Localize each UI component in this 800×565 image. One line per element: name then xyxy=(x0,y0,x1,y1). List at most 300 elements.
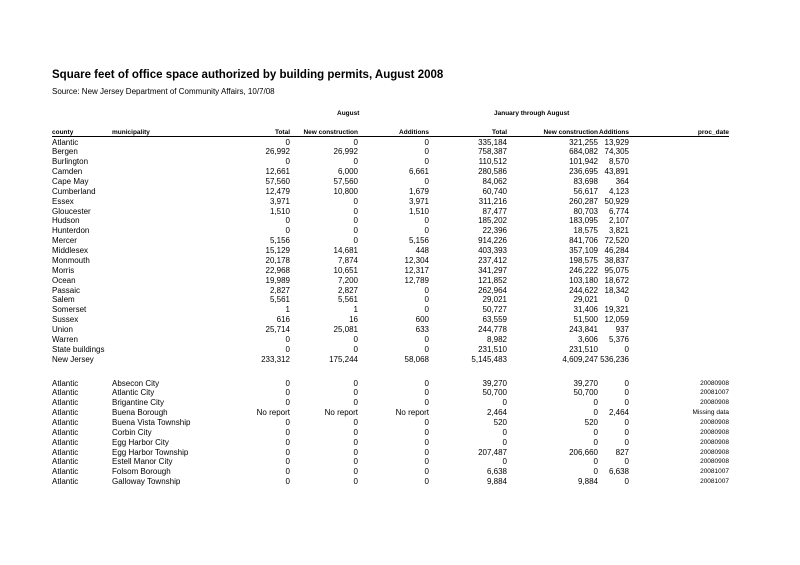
cell-county: Mercer xyxy=(52,236,77,246)
cell-ytd-additions: 0 xyxy=(624,398,629,408)
cell-new-construction: 0 xyxy=(353,236,358,246)
col-municipality: municipality xyxy=(112,129,150,136)
cell-new-construction: 0 xyxy=(353,437,358,447)
cell-county: Monmouth xyxy=(52,255,90,265)
table-row xyxy=(0,388,800,398)
cell-additions: 1,510 xyxy=(408,206,429,216)
cell-ytd-total: 758,387 xyxy=(478,147,507,157)
cell-county: Atlantic xyxy=(52,477,79,487)
cell-ytd-total: 50,727 xyxy=(482,305,507,315)
cell-ytd-new-construction: 243,841 xyxy=(569,325,598,335)
cell-ytd-additions: 0 xyxy=(624,417,629,427)
cell-ytd-total: 185,202 xyxy=(478,216,507,226)
cell-ytd-additions: 95,075 xyxy=(604,265,629,275)
cell-additions: 0 xyxy=(424,295,429,305)
cell-new-construction: 14,681 xyxy=(333,246,358,256)
cell-ytd-additions: 5,376 xyxy=(608,334,629,344)
cell-total: 5,156 xyxy=(269,236,290,246)
table-row xyxy=(0,438,800,448)
cell-ytd-additions: 38,837 xyxy=(604,255,629,265)
cell-new-construction: 0 xyxy=(353,378,358,388)
cell-municipality: Egg Harbor City xyxy=(112,437,169,447)
cell-total: 0 xyxy=(285,477,290,487)
cell-county: Hunterdon xyxy=(52,226,90,236)
cell-county: Somerset xyxy=(52,305,87,315)
cell-total: 0 xyxy=(285,226,290,236)
cell-municipality: Buena Borough xyxy=(112,408,168,418)
cell-total: 0 xyxy=(285,417,290,427)
cell-additions: 0 xyxy=(424,344,429,354)
table-row xyxy=(0,467,800,477)
cell-ytd-additions: 6,774 xyxy=(608,206,629,216)
cell-ytd-additions: 6,638 xyxy=(608,467,629,477)
cell-ytd-total: 39,270 xyxy=(482,378,507,388)
cell-total: 0 xyxy=(285,437,290,447)
cell-total: 1,510 xyxy=(269,206,290,216)
cell-ytd-new-construction: 4,609,247 xyxy=(562,354,598,364)
cell-ytd-total: 280,586 xyxy=(478,167,507,177)
cell-additions: 12,317 xyxy=(404,265,429,275)
cell-total: 20,178 xyxy=(265,255,290,265)
cell-ytd-additions: 18,342 xyxy=(604,285,629,295)
group-header-august: August xyxy=(337,110,360,117)
cell-new-construction: 10,651 xyxy=(333,265,358,275)
cell-county: Warren xyxy=(52,334,78,344)
cell-ytd-additions: 0 xyxy=(624,457,629,467)
cell-county: Atlantic xyxy=(52,457,79,467)
cell-ytd-total: 244,778 xyxy=(478,325,507,335)
cell-additions: No report xyxy=(395,408,429,418)
cell-additions: 0 xyxy=(424,388,429,398)
table-row xyxy=(0,315,800,325)
cell-total: 0 xyxy=(285,388,290,398)
cell-ytd-new-construction: 0 xyxy=(593,467,598,477)
cell-new-construction: 0 xyxy=(353,477,358,487)
cell-new-construction: 0 xyxy=(353,334,358,344)
cell-new-construction: 0 xyxy=(353,417,358,427)
table-row xyxy=(0,207,800,217)
cell-ytd-new-construction: 101,942 xyxy=(569,157,598,167)
cell-additions: 0 xyxy=(424,477,429,487)
cell-ytd-additions: 12,059 xyxy=(604,315,629,325)
cell-ytd-total: 914,226 xyxy=(478,236,507,246)
cell-county: Essex xyxy=(52,196,74,206)
cell-ytd-additions: 937 xyxy=(615,325,629,335)
cell-total: 1 xyxy=(285,305,290,315)
cell-ytd-new-construction: 31,406 xyxy=(573,305,598,315)
cell-ytd-new-construction: 9,884 xyxy=(577,477,598,487)
cell-total: 0 xyxy=(285,334,290,344)
cell-ytd-additions: 8,570 xyxy=(608,157,629,167)
cell-ytd-additions: 0 xyxy=(624,477,629,487)
cell-proc-date: 20080908 xyxy=(700,438,729,446)
cell-ytd-new-construction: 206,660 xyxy=(569,447,598,457)
cell-additions: 12,304 xyxy=(404,255,429,265)
cell-ytd-new-construction: 18,575 xyxy=(573,226,598,236)
cell-ytd-additions: 46,284 xyxy=(604,246,629,256)
cell-ytd-additions: 2,464 xyxy=(608,408,629,418)
cell-county: Atlantic xyxy=(52,467,79,477)
cell-ytd-new-construction: 0 xyxy=(593,427,598,437)
cell-new-construction: 0 xyxy=(353,206,358,216)
cell-proc-date: 20081007 xyxy=(700,468,729,476)
table-row xyxy=(0,345,800,355)
table-row xyxy=(0,177,800,187)
cell-proc-date: 20080908 xyxy=(700,448,729,456)
cell-new-construction: 7,200 xyxy=(337,275,358,285)
table-row xyxy=(0,428,800,438)
cell-total: 2,827 xyxy=(269,285,290,295)
cell-new-construction: 10,800 xyxy=(333,186,358,196)
cell-total: 3,971 xyxy=(269,196,290,206)
table-row xyxy=(0,197,800,207)
table-row xyxy=(0,355,800,365)
cell-ytd-new-construction: 56,617 xyxy=(573,186,598,196)
cell-county: Atlantic xyxy=(52,437,79,447)
cell-municipality: Galloway Township xyxy=(112,477,181,487)
cell-total: 15,129 xyxy=(265,246,290,256)
cell-ytd-additions: 50,929 xyxy=(604,196,629,206)
cell-additions: 0 xyxy=(424,467,429,477)
cell-county: Passaic xyxy=(52,285,81,295)
cell-additions: 0 xyxy=(424,147,429,157)
table-row xyxy=(0,157,800,167)
cell-ytd-new-construction: 520 xyxy=(584,417,598,427)
table-row xyxy=(0,246,800,256)
col-proc-date: proc_date xyxy=(697,129,729,136)
cell-municipality: Corbin City xyxy=(112,427,152,437)
cell-county: Sussex xyxy=(52,315,79,325)
cell-county: Atlantic xyxy=(52,398,79,408)
cell-total: 0 xyxy=(285,467,290,477)
cell-total: 0 xyxy=(285,137,290,147)
cell-county: Atlantic xyxy=(52,378,79,388)
cell-total: 0 xyxy=(285,457,290,467)
cell-ytd-total: 50,700 xyxy=(482,388,507,398)
cell-ytd-total: 231,510 xyxy=(478,344,507,354)
cell-ytd-total: 110,512 xyxy=(478,157,507,167)
cell-ytd-total: 341,297 xyxy=(478,265,507,275)
cell-ytd-new-construction: 198,575 xyxy=(569,255,598,265)
cell-additions: 448 xyxy=(415,246,429,256)
table-row xyxy=(0,379,800,389)
cell-proc-date: 20080908 xyxy=(700,428,729,436)
cell-ytd-additions: 0 xyxy=(624,437,629,447)
cell-ytd-new-construction: 29,021 xyxy=(573,295,598,305)
cell-ytd-total: 5,145,483 xyxy=(471,354,507,364)
cell-proc-date: 20081007 xyxy=(700,478,729,486)
cell-ytd-new-construction: 103,180 xyxy=(569,275,598,285)
cell-county: Union xyxy=(52,325,73,335)
cell-ytd-new-construction: 684,082 xyxy=(569,147,598,157)
cell-new-construction: 0 xyxy=(353,398,358,408)
cell-ytd-new-construction: 39,270 xyxy=(573,378,598,388)
table-row xyxy=(0,256,800,266)
cell-new-construction: 57,560 xyxy=(333,176,358,186)
cell-total: 57,560 xyxy=(265,176,290,186)
cell-proc-date: 20080908 xyxy=(700,458,729,466)
cell-ytd-additions: 74,305 xyxy=(604,147,629,157)
cell-additions: 1,679 xyxy=(408,186,429,196)
cell-additions: 0 xyxy=(424,417,429,427)
table-row xyxy=(0,418,800,428)
cell-ytd-total: 311,216 xyxy=(478,196,507,206)
table-row xyxy=(0,216,800,226)
cell-ytd-total: 29,021 xyxy=(482,295,507,305)
table-row xyxy=(0,266,800,276)
cell-new-construction: 175,244 xyxy=(329,354,358,364)
table-row xyxy=(0,147,800,157)
cell-additions: 12,789 xyxy=(404,275,429,285)
cell-ytd-new-construction: 244,622 xyxy=(569,285,598,295)
cell-ytd-additions: 536,236 xyxy=(600,354,629,364)
cell-ytd-new-construction: 246,222 xyxy=(569,265,598,275)
cell-county: New Jersey xyxy=(52,354,94,364)
cell-additions: 0 xyxy=(424,398,429,408)
cell-new-construction: No report xyxy=(324,408,358,418)
cell-ytd-total: 0 xyxy=(502,457,507,467)
cell-additions: 0 xyxy=(424,285,429,295)
cell-ytd-additions: 0 xyxy=(624,427,629,437)
cell-ytd-total: 22,396 xyxy=(482,226,507,236)
cell-municipality: Absecon City xyxy=(112,378,160,388)
cell-ytd-total: 237,412 xyxy=(478,255,507,265)
cell-ytd-new-construction: 83,698 xyxy=(573,176,598,186)
cell-total: 12,479 xyxy=(265,186,290,196)
cell-new-construction: 0 xyxy=(353,427,358,437)
cell-ytd-total: 84,062 xyxy=(482,176,507,186)
cell-ytd-total: 87,477 xyxy=(482,206,507,216)
cell-ytd-additions: 0 xyxy=(624,344,629,354)
cell-county: Cumberland xyxy=(52,186,96,196)
cell-county: Camden xyxy=(52,167,83,177)
cell-ytd-new-construction: 260,287 xyxy=(569,196,598,206)
source-line: Source: New Jersey Department of Community Affairs, 10/7/08 xyxy=(52,87,275,96)
cell-ytd-new-construction: 3,606 xyxy=(577,334,598,344)
cell-total: 0 xyxy=(285,398,290,408)
cell-ytd-new-construction: 0 xyxy=(593,437,598,447)
cell-new-construction: 0 xyxy=(353,344,358,354)
cell-ytd-new-construction: 183,095 xyxy=(569,216,598,226)
cell-ytd-new-construction: 50,700 xyxy=(573,388,598,398)
cell-ytd-additions: 827 xyxy=(615,447,629,457)
cell-municipality: Atlantic City xyxy=(112,388,155,398)
cell-proc-date: 20080908 xyxy=(700,379,729,387)
cell-additions: 0 xyxy=(424,216,429,226)
table-row xyxy=(0,276,800,286)
cell-total: 12,661 xyxy=(265,167,290,177)
cell-ytd-total: 8,982 xyxy=(486,334,507,344)
table-row xyxy=(0,335,800,345)
cell-ytd-additions: 0 xyxy=(624,295,629,305)
cell-county: Atlantic xyxy=(52,447,79,457)
cell-ytd-new-construction: 0 xyxy=(593,457,598,467)
cell-additions: 6,661 xyxy=(408,167,429,177)
cell-total: 0 xyxy=(285,216,290,226)
cell-additions: 0 xyxy=(424,157,429,167)
cell-ytd-total: 0 xyxy=(502,427,507,437)
cell-municipality: Brigantine City xyxy=(112,398,165,408)
col-ytd-additions: Additions xyxy=(599,129,629,136)
cell-ytd-total: 520 xyxy=(493,417,507,427)
cell-ytd-additions: 18,672 xyxy=(604,275,629,285)
cell-ytd-total: 2,464 xyxy=(486,408,507,418)
cell-additions: 58,068 xyxy=(404,354,429,364)
cell-new-construction: 5,561 xyxy=(337,295,358,305)
table-row xyxy=(0,398,800,408)
cell-additions: 3,971 xyxy=(408,196,429,206)
cell-county: Burlington xyxy=(52,157,89,167)
cell-ytd-new-construction: 51,500 xyxy=(573,315,598,325)
table-row xyxy=(0,226,800,236)
cell-additions: 0 xyxy=(424,305,429,315)
cell-county: Salem xyxy=(52,295,75,305)
cell-new-construction: 0 xyxy=(353,457,358,467)
cell-county: Middlesex xyxy=(52,246,89,256)
cell-ytd-total: 262,964 xyxy=(478,285,507,295)
cell-new-construction: 0 xyxy=(353,388,358,398)
group-header-ytd: January through August xyxy=(494,110,570,117)
cell-county: Bergen xyxy=(52,147,78,157)
table-row xyxy=(0,477,800,487)
page-title: Square feet of office space authorized by building permits, August 2008 xyxy=(52,69,444,81)
table-row xyxy=(0,286,800,296)
cell-ytd-total: 60,740 xyxy=(482,186,507,196)
cell-ytd-total: 121,852 xyxy=(478,275,507,285)
table-row xyxy=(0,457,800,467)
cell-ytd-new-construction: 841,706 xyxy=(569,236,598,246)
cell-county: Morris xyxy=(52,265,75,275)
cell-ytd-additions: 3,821 xyxy=(608,226,629,236)
cell-ytd-new-construction: 321,255 xyxy=(569,137,598,147)
cell-new-construction: 0 xyxy=(353,447,358,457)
table-row xyxy=(0,138,800,148)
table-row xyxy=(0,295,800,305)
cell-ytd-additions: 2,107 xyxy=(608,216,629,226)
table-row xyxy=(0,448,800,458)
cell-total: 25,714 xyxy=(265,325,290,335)
cell-total: No report xyxy=(256,408,290,418)
cell-ytd-additions: 19,321 xyxy=(604,305,629,315)
cell-additions: 0 xyxy=(424,226,429,236)
cell-ytd-total: 207,487 xyxy=(478,447,507,457)
cell-new-construction: 2,827 xyxy=(337,285,358,295)
cell-additions: 0 xyxy=(424,334,429,344)
cell-municipality: Buena Vista Township xyxy=(112,417,191,427)
cell-ytd-total: 0 xyxy=(502,437,507,447)
cell-county: Atlantic xyxy=(52,388,79,398)
col-total: Total xyxy=(274,129,290,136)
table-row xyxy=(0,325,800,335)
cell-new-construction: 0 xyxy=(353,157,358,167)
cell-ytd-additions: 43,891 xyxy=(604,167,629,177)
cell-new-construction: 0 xyxy=(353,196,358,206)
cell-county: Gloucester xyxy=(52,206,91,216)
cell-county: Atlantic xyxy=(52,408,79,418)
cell-ytd-total: 0 xyxy=(502,398,507,408)
cell-new-construction: 16 xyxy=(349,315,358,325)
cell-municipality: Estell Manor City xyxy=(112,457,173,467)
cell-ytd-new-construction: 0 xyxy=(593,398,598,408)
cell-additions: 0 xyxy=(424,176,429,186)
cell-total: 5,561 xyxy=(269,295,290,305)
cell-ytd-additions: 0 xyxy=(624,388,629,398)
cell-new-construction: 0 xyxy=(353,216,358,226)
cell-county: Hudson xyxy=(52,216,80,226)
cell-ytd-new-construction: 0 xyxy=(593,408,598,418)
cell-total: 0 xyxy=(285,427,290,437)
cell-total: 26,992 xyxy=(265,147,290,157)
col-ytd-new-construction: New construction xyxy=(543,129,598,136)
cell-municipality: Folsom Borough xyxy=(112,467,171,477)
cell-total: 0 xyxy=(285,157,290,167)
cell-county: Atlantic xyxy=(52,427,79,437)
table-row xyxy=(0,408,800,418)
col-county: county xyxy=(52,129,74,136)
cell-new-construction: 1 xyxy=(353,305,358,315)
cell-county: State buildings xyxy=(52,344,105,354)
cell-ytd-total: 9,884 xyxy=(486,477,507,487)
cell-additions: 0 xyxy=(424,427,429,437)
cell-additions: 600 xyxy=(415,315,429,325)
cell-new-construction: 6,000 xyxy=(337,167,358,177)
table-row xyxy=(0,187,800,197)
cell-total: 19,989 xyxy=(265,275,290,285)
cell-total: 0 xyxy=(285,344,290,354)
cell-additions: 0 xyxy=(424,457,429,467)
cell-ytd-total: 403,393 xyxy=(478,246,507,256)
cell-ytd-new-construction: 357,109 xyxy=(569,246,598,256)
cell-proc-date: 20080908 xyxy=(700,418,729,426)
cell-total: 0 xyxy=(285,378,290,388)
cell-proc-date: 20081007 xyxy=(700,389,729,397)
col-new-construction: New construction xyxy=(303,129,358,136)
cell-new-construction: 26,992 xyxy=(333,147,358,157)
cell-new-construction: 0 xyxy=(353,137,358,147)
cell-ytd-additions: 364 xyxy=(615,176,629,186)
cell-ytd-total: 6,638 xyxy=(486,467,507,477)
cell-county: Cape May xyxy=(52,176,89,186)
cell-additions: 0 xyxy=(424,378,429,388)
cell-ytd-additions: 4,123 xyxy=(608,186,629,196)
cell-total: 616 xyxy=(276,315,290,325)
cell-ytd-total: 335,184 xyxy=(478,137,507,147)
col-ytd-total: Total xyxy=(491,129,507,136)
cell-proc-date: 20080908 xyxy=(700,399,729,407)
cell-ytd-additions: 72,520 xyxy=(604,236,629,246)
cell-total: 233,312 xyxy=(261,354,290,364)
cell-proc-date: Missing data xyxy=(692,409,729,417)
cell-ytd-new-construction: 231,510 xyxy=(569,344,598,354)
cell-additions: 0 xyxy=(424,437,429,447)
cell-ytd-new-construction: 236,695 xyxy=(569,167,598,177)
cell-total: 0 xyxy=(285,447,290,457)
col-additions: Additions xyxy=(399,129,429,136)
cell-total: 22,968 xyxy=(265,265,290,275)
cell-additions: 633 xyxy=(415,325,429,335)
cell-ytd-total: 63,559 xyxy=(482,315,507,325)
cell-municipality: Egg Harbor Township xyxy=(112,447,189,457)
cell-additions: 5,156 xyxy=(408,236,429,246)
cell-ytd-additions: 0 xyxy=(624,378,629,388)
cell-new-construction: 0 xyxy=(353,467,358,477)
cell-additions: 0 xyxy=(424,447,429,457)
cell-county: Ocean xyxy=(52,275,76,285)
cell-county: Atlantic xyxy=(52,137,79,147)
cell-additions: 0 xyxy=(424,137,429,147)
table-row xyxy=(0,305,800,315)
cell-new-construction: 25,081 xyxy=(333,325,358,335)
